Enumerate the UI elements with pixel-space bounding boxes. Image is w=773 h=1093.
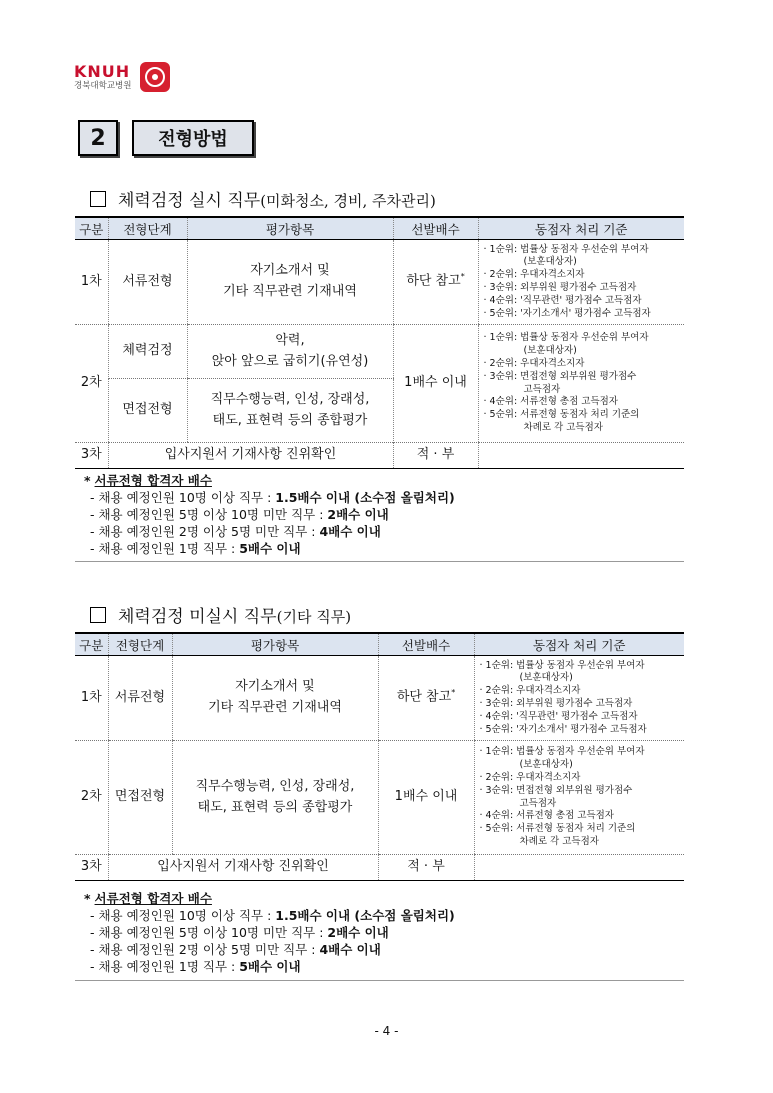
ratio-cell: 1배수 이내 — [393, 325, 478, 443]
note-item: - 채용 예정인원 1명 직무 : 5배수 이내 — [90, 541, 301, 556]
round-cell: 3차 — [75, 443, 108, 469]
criteria-line: · 1순위: 법률상 동점자 우선순위 부여자 — [479, 746, 645, 758]
ratio-cell — [378, 656, 474, 741]
criteria-line: · 3순위: 면접전형 외부위원 평가점수 — [483, 370, 637, 382]
logo-subtitle: 경북대학교병원 — [74, 81, 132, 91]
note-item: - 채용 예정인원 2명 이상 5명 미만 직무 : 4배수 이내 — [90, 942, 381, 957]
criteria-line: · 4순위: '직무관련' 평가점수 고득점자 — [479, 710, 638, 722]
criteria-line: (보훈대상자) — [523, 345, 577, 357]
criteria-line: · 4순위: '직무관련' 평가점수 고득점자 — [483, 294, 642, 306]
note-block-2 — [84, 890, 455, 975]
criteria-line: 차례로 각 고득점자 — [523, 421, 603, 433]
item-line: 직무수행능력, 인성, 장래성, — [210, 391, 370, 407]
criteria-line: · 4순위: 서류전형 총점 고득점자 — [483, 396, 618, 408]
ratio-cell — [393, 240, 478, 325]
table-header-row — [75, 217, 684, 240]
round-cell: 3차 — [75, 855, 108, 881]
round-cell: 1차 — [75, 240, 108, 325]
items-cell — [187, 379, 393, 443]
note-item: - 채용 예정인원 5명 이상 10명 미만 직무 : 2배수 이내 — [90, 507, 389, 522]
table-header-row — [75, 633, 684, 656]
items-cell — [187, 325, 393, 379]
table-row — [75, 240, 684, 325]
criteria-line: · 1순위: 법률상 동점자 우선순위 부여자 — [479, 659, 645, 671]
item-line: 기타 직무관련 기재내역 — [208, 700, 342, 715]
header-tie-rule: 동점자 처리 기준 — [478, 217, 684, 240]
ratio-mark: * — [460, 272, 465, 282]
ratio-cell: 적 · 부 — [393, 443, 478, 469]
page-number: - 4 - — [374, 1024, 399, 1038]
logo-text: KNUH — [74, 62, 131, 81]
criteria-line: · 2순위: 우대자격소지자 — [479, 685, 581, 697]
round-cell: 2차 — [75, 741, 108, 855]
stage-cell: 체력검정 — [108, 325, 187, 379]
criteria-line: · 2순위: 우대자격소지자 — [483, 357, 585, 369]
hospital-logo — [74, 62, 174, 96]
tie-criteria-cell — [478, 325, 684, 443]
logo-mark-icon — [140, 62, 170, 92]
header-ratio: 선발배수 — [393, 217, 478, 240]
subheading-no-physical-test — [90, 602, 351, 627]
header-stage: 전형단계 — [108, 633, 172, 656]
note-item: - 채용 예정인원 5명 이상 10명 미만 직무 : 2배수 이내 — [90, 925, 389, 940]
subheading-main: 체력검정 실시 직무 — [118, 191, 261, 211]
header-ratio: 선발배수 — [378, 633, 474, 656]
criteria-line: 차례로 각 고득점자 — [519, 835, 599, 847]
item-line: 자기소개서 및 — [235, 679, 315, 695]
note-item: - 채용 예정인원 10명 이상 직무 : 1.5배수 이내 (소수점 올림처리) — [90, 490, 455, 505]
header-items: 평가항목 — [187, 217, 393, 240]
table-row — [75, 325, 684, 379]
criteria-line: (보훈대상자) — [519, 759, 573, 771]
selection-table-general — [75, 632, 684, 881]
stage-cell: 서류전형 — [108, 240, 187, 325]
table-row — [75, 443, 684, 469]
items-cell: 입사지원서 기재사항 진위확인 — [108, 443, 393, 469]
criteria-line: · 5순위: 서류전형 동점자 처리 기준의 — [479, 823, 636, 835]
criteria-line: · 5순위: 서류전형 동점자 처리 기준의 — [483, 409, 640, 421]
item-line: 앉아 앞으로 굽히기(유연성) — [211, 353, 369, 369]
header-stage: 전형단계 — [108, 217, 187, 240]
checkbox-square-icon — [90, 607, 106, 623]
subheading-physical-test — [90, 186, 436, 211]
criteria-line: · 4순위: 서류전형 총점 고득점자 — [479, 810, 614, 822]
note-item: - 채용 예정인원 1명 직무 : 5배수 이내 — [90, 959, 301, 974]
item-line: 악력, — [275, 332, 305, 348]
note-block-1 — [84, 472, 455, 557]
stage-cell: 서류전형 — [108, 656, 172, 741]
items-cell: 입사지원서 기재사항 진위확인 — [108, 855, 378, 881]
header-category: 구분 — [75, 633, 108, 656]
note-heading: * 서류전형 합격자 배수 — [84, 473, 212, 488]
criteria-line: · 5순위: '자기소개서' 평가점수 고득점자 — [479, 723, 647, 735]
table-row — [75, 741, 684, 855]
subheading-paren: (미화청소, 경비, 주차관리) — [260, 192, 436, 210]
section-number: 2 — [78, 120, 118, 156]
item-line: 직무수행능력, 인성, 장래성, — [195, 778, 355, 794]
table-row — [75, 656, 684, 741]
note-item: - 채용 예정인원 2명 이상 5명 미만 직무 : 4배수 이내 — [90, 524, 381, 539]
criteria-line: · 1순위: 법률상 동점자 우선순위 부여자 — [483, 332, 649, 344]
criteria-line: · 2순위: 우대자격소지자 — [479, 771, 581, 783]
table-row — [75, 855, 684, 881]
item-line: 자기소개서 및 — [250, 263, 330, 279]
round-cell: 1차 — [75, 656, 108, 741]
tie-criteria-cell — [474, 741, 684, 855]
item-line: 태도, 표현력 등의 종합평가 — [197, 799, 353, 815]
criteria-line: · 1순위: 법률상 동점자 우선순위 부여자 — [483, 243, 649, 255]
note-item: - 채용 예정인원 10명 이상 직무 : 1.5배수 이내 (소수점 올림처리) — [90, 908, 455, 923]
tie-criteria-cell — [478, 443, 684, 469]
divider — [75, 561, 684, 562]
items-cell — [172, 741, 378, 855]
stage-cell: 면접전형 — [108, 741, 172, 855]
tie-criteria-cell — [478, 240, 684, 325]
criteria-line: (보훈대상자) — [523, 256, 577, 268]
header-category: 구분 — [75, 217, 108, 240]
ratio-text: 하단 참고 — [406, 273, 461, 289]
criteria-line: 고득점자 — [523, 383, 561, 395]
subheading-main: 체력검정 미실시 직무 — [118, 607, 277, 627]
divider — [75, 980, 684, 981]
items-cell — [172, 656, 378, 741]
tie-criteria-cell — [474, 855, 684, 881]
criteria-line: · 5순위: '자기소개서' 평가점수 고득점자 — [483, 307, 651, 319]
ratio-cell: 적 · 부 — [378, 855, 474, 881]
ratio-mark: * — [451, 688, 456, 698]
note-heading: * 서류전형 합격자 배수 — [84, 891, 212, 906]
header-items: 평가항목 — [172, 633, 378, 656]
selection-table-physical — [75, 216, 684, 469]
criteria-line: · 3순위: 면접전형 외부위원 평가점수 — [479, 784, 633, 796]
round-cell: 2차 — [75, 325, 108, 443]
section-title: 전형방법 — [132, 120, 254, 156]
tie-criteria-cell — [474, 656, 684, 741]
ratio-cell: 1배수 이내 — [378, 741, 474, 855]
checkbox-square-icon — [90, 191, 106, 207]
item-line: 기타 직무관련 기재내역 — [223, 284, 357, 299]
item-line: 태도, 표현력 등의 종합평가 — [212, 412, 368, 428]
criteria-line: · 3순위: 외부위원 평가점수 고득점자 — [483, 282, 637, 293]
ratio-text: 하단 참고 — [396, 689, 452, 705]
criteria-line: · 3순위: 외부위원 평가점수 고득점자 — [479, 698, 633, 709]
criteria-line: · 2순위: 우대자격소지자 — [483, 269, 585, 281]
subheading-paren: (기타 직무) — [276, 608, 352, 626]
items-cell — [187, 240, 393, 325]
stage-cell: 면접전형 — [108, 379, 187, 443]
criteria-line: 고득점자 — [519, 797, 557, 809]
header-tie-rule: 동점자 처리 기준 — [474, 633, 684, 656]
criteria-line: (보훈대상자) — [519, 672, 573, 684]
